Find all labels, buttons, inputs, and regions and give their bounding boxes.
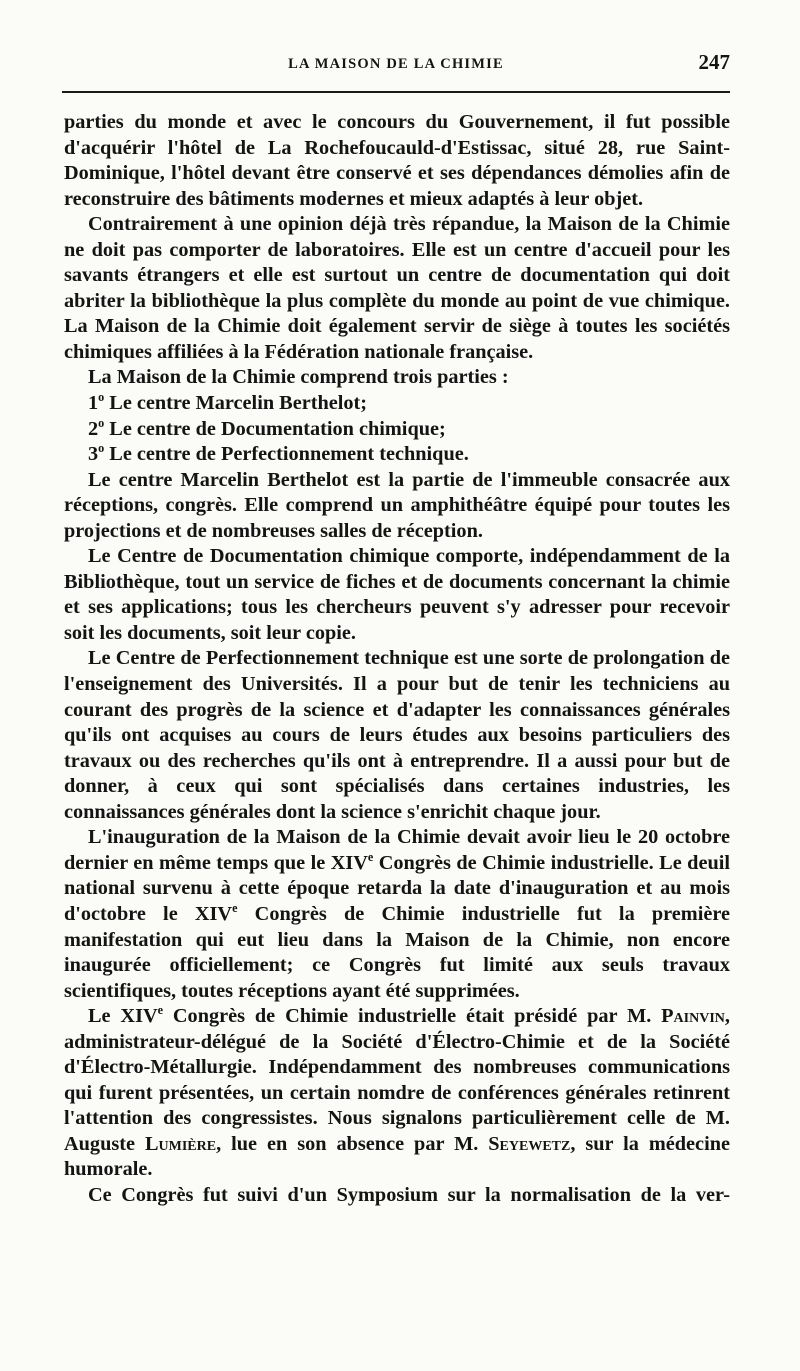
paragraph-4: Le centre Marcelin Berthelot est la partie de l'immeuble consacrée aux réceptions, congrès. Elle comprend un amphithéâtre équipé pour toutes les projections et de nombreuses salles de réception.: [64, 468, 730, 542]
paragraph-6: Le Centre de Perfectionnement technique est une sorte de prolongation de l'enseignement des Universités. Il a pour but de tenir les techniciens au courant des progrès de la science et d'adapter les connaissances générales qu'ils ont acquises au cours de leurs études aux besoins particuliers des travaux ou des recherches qu'ils ont à entreprendre. Il a aussi pour but de donner, à ceux qui sont spécialisés dans certaines industries, les connaissances générales dont la science s'enrichit chaque jour.: [64, 647, 730, 823]
paragraph-2: Contrairement à une opinion déjà très répandue, la Maison de la Chimie ne doit pas comporter de laboratoires. Elle est un centre d'accueil pour les savants étrangers et elle est surtout un centre de documentation qui doit abriter la bibliothèque la plus complète du monde au point de vue chimique. La Maison de la Chimie doit également servir de siège à toutes les sociétés chimiques affiliées à la Fédération nationale française.: [64, 213, 730, 363]
paragraph-5: Le Centre de Documentation chimique comporte, indépendamment de la Bibliothèque, tout un service de fiches et de documents concernant la chimie et ses applications; tous les chercheurs peuvent s'y adresser pour recevoir soit les documents, soit leur copie.: [64, 545, 730, 644]
running-title: LA MAISON DE LA CHIMIE: [288, 56, 504, 72]
paragraph-3: La Maison de la Chimie comprend trois parties :: [88, 366, 509, 389]
body-text: [64, 110, 730, 1209]
paragraph-1: parties du monde et avec le concours du Gouvernement, il fut possible d'acquérir l'hôtel de La Rochefoucauld-d'Estissac, situé 28, rue Saint-Dominique, l'hôtel devant être conservé et ses dépendances démolies afin de reconstruire des bâtiments modernes et mieux adaptés à leur objet.: [64, 111, 730, 210]
person-name: Lumière: [144, 1132, 217, 1155]
running-header: [62, 50, 730, 80]
paragraph-7: L'inauguration de la Maison de la Chimie devait avoir lieu le 20 octobre dernier en même temps que le XIVe Congrès de Chimie industrielle. Le deuil national survenu à cette époque retarda la date d'inauguration et au mois d'octobre le XIVe Congrès de Chimie industrielle fut la première manifestation qui eut lieu dans la Maison de la Chimie, non encore inaugurée officiellement; ce Congrès fut limité aux seuls travaux scientifiques, toutes réceptions ayant été supprimées.: [64, 826, 730, 1002]
paragraph-9: Ce Congrès fut suivi d'un Symposium sur la normalisation de la ver-: [88, 1183, 730, 1206]
list-item: 3$^o$ Le centre de Perfectionnement technique.: [88, 441, 469, 466]
list-item: 2$^o$ Le centre de Documentation chimique;: [88, 415, 446, 440]
page-number: 247: [698, 50, 730, 74]
paragraph-8: Le XIVe Congrès de Chimie industrielle était présidé par M. Painvin, administrateur-délégué de la Société d'Électro-Chimie et de la Société d'Électro-Métallurgie. Indépendamment des nombreuses communications qui furent présentées, un certain nomdre de conférences générales retinrent l'attention des congressistes. Nous signalons particulièrement celle de M. Auguste Lumière, lue en son absence par M. Seyewetz, sur la médecine humorale.: [64, 1003, 730, 1181]
list-item: 1$^o$ Le centre Marcelin Berthelot;: [88, 390, 368, 415]
person-name: Seyewetz: [488, 1132, 571, 1155]
header-rule: [62, 91, 730, 93]
person-name: Painvin: [661, 1005, 725, 1028]
